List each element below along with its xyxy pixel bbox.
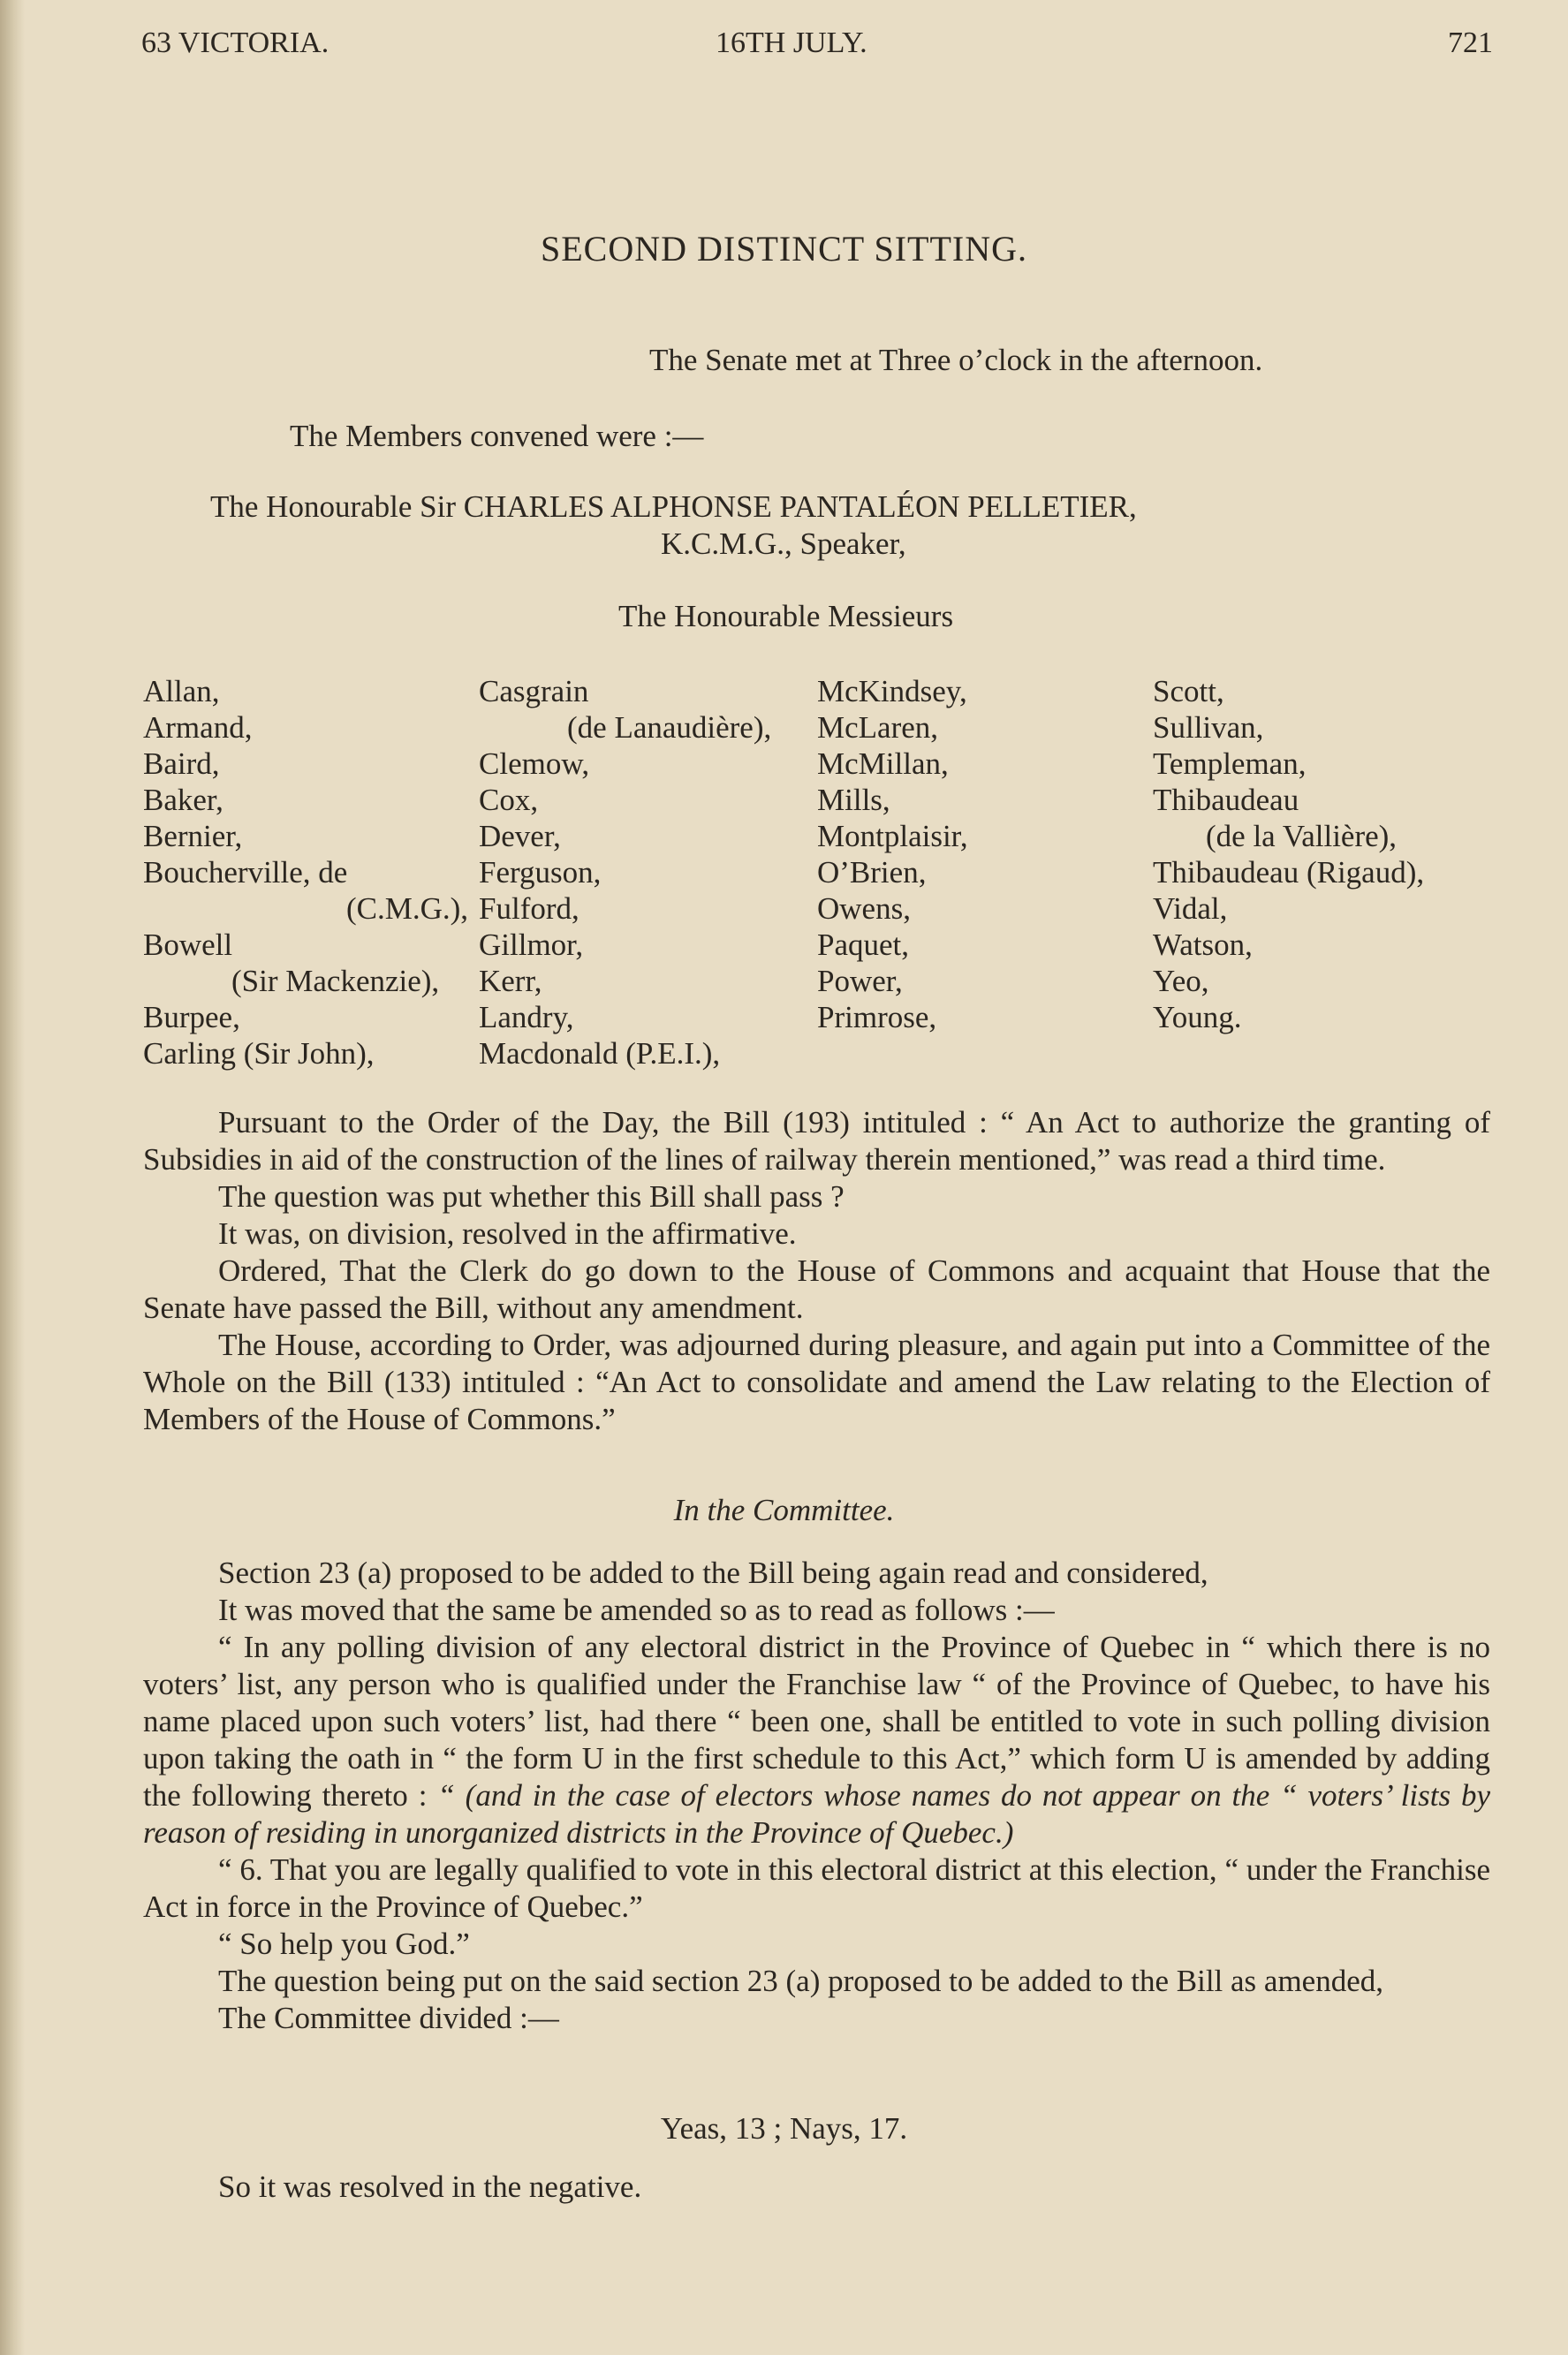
member-name: Macdonald (P.E.I.), <box>479 1036 721 1071</box>
paragraph-section-23: Section 23 (a) proposed to be added to the Bill being again read and considered, <box>218 1556 1208 1590</box>
header-regnal-year: 63 VICTORIA. <box>141 27 330 59</box>
paragraph-committee-divided: The Committee divided :— <box>218 2001 559 2035</box>
vote-result: Yeas, 13 ; Nays, 17. <box>660 2111 908 2146</box>
member-name: Watson, <box>1153 928 1253 962</box>
quoted-amendment-italic: “ (and in the case of electors whose names do not appear on the “ voters’ lists by reason of residing in unorganized districts in the Province of Quebec.) <box>143 1778 1490 1850</box>
member-name: Kerr, <box>479 964 542 998</box>
quoted-amendment <box>143 1629 1490 1851</box>
paragraph-negative: So it was resolved in the negative. <box>218 2169 642 2204</box>
proceedings-text <box>143 1104 1490 1438</box>
member-name: Scott, <box>1153 674 1224 708</box>
member-name: Yeo, <box>1153 964 1209 998</box>
member-name: Armand, <box>143 710 253 745</box>
running-header <box>141 27 1493 71</box>
senate-met-line: The Senate met at Three o’clock in the afternoon. <box>649 343 1263 377</box>
member-name: Cox, <box>479 783 539 817</box>
member-name: Casgrain <box>479 674 589 708</box>
paragraph-committee-of-whole: The House, according to Order, was adjourned during pleasure, and again put into a Committee of the Whole on the Bill (133) intituled : “An Act to consolidate and amend the Law relating to the Election of Members of the House of Commons.” <box>143 1328 1490 1436</box>
paragraph-ordered: Ordered, That the Clerk do go down to the House of Commons and acquaint that House that the Senate have passed the Bill, without any amendment. <box>143 1253 1490 1325</box>
members-column-3 <box>817 673 968 1035</box>
member-name: Sullivan, <box>1153 710 1264 745</box>
member-name: Fulford, <box>479 891 579 926</box>
member-name: Clemow, <box>479 746 590 781</box>
committee-text <box>143 1555 1490 2037</box>
member-name: Vidal, <box>1153 891 1228 926</box>
members-column-2 <box>479 673 771 1071</box>
member-name: Dever, <box>479 819 561 853</box>
member-name: Bernier, <box>143 819 243 853</box>
paragraph-moved: It was moved that the same be amended so as to read as follows :— <box>218 1593 1055 1627</box>
members-column-1 <box>143 673 468 1071</box>
member-name: Templeman, <box>1153 746 1307 781</box>
members-column-4 <box>1153 673 1424 1035</box>
page-number: 721 <box>1448 27 1493 59</box>
member-name: Boucherville, de <box>143 855 348 890</box>
member-name: McKindsey, <box>817 674 967 708</box>
paragraph-third-reading: Pursuant to the Order of the Day, the Bill (193) intituled : “ An Act to authorize the granting of Subsidies in aid of the construction of the lines of railway therein mentioned,” was read a third time. <box>143 1105 1490 1177</box>
member-name: Baker, <box>143 783 223 817</box>
header-date: 16TH JULY. <box>716 27 867 59</box>
member-name: Baird, <box>143 746 220 781</box>
member-name: Young. <box>1153 1000 1242 1034</box>
member-name: Allan, <box>143 674 220 708</box>
page-title: SECOND DISTINCT SITTING. <box>540 229 1028 269</box>
member-name: Carling (Sir John), <box>143 1036 375 1071</box>
paragraph-resolved: It was, on division, resolved in the affirmative. <box>218 1216 797 1251</box>
member-name: Mills, <box>817 783 890 817</box>
member-name: Gillmor, <box>479 928 584 962</box>
member-name: Thibaudeau <box>1153 783 1299 817</box>
member-name: Bowell <box>143 928 233 962</box>
member-name: Owens, <box>817 891 911 926</box>
quoted-so-help-you-god: “ So help you God.” <box>218 1927 470 1961</box>
page-binding <box>0 0 25 2355</box>
member-name: Burpee, <box>143 1000 240 1034</box>
messieurs-heading: The Honourable Messieurs <box>618 599 954 633</box>
members-convened-line: The Members convened were :— <box>290 419 704 453</box>
quoted-oath-clause: “ 6. That you are legally qualified to vote in this electoral district at this election, “ under the Franchise Act in force in the Province of Quebec.” <box>143 1852 1490 1924</box>
paragraph-question-put: The question being put on the said section 23 (a) proposed to be added to the Bill as amended, <box>218 1964 1383 1998</box>
committee-heading: In the Committee. <box>673 1493 895 1527</box>
member-name-cont: (de Lanaudière), <box>567 710 772 745</box>
member-name-cont: (C.M.G.), <box>346 891 469 926</box>
member-name: McLaren, <box>817 710 939 745</box>
member-name: Paquet, <box>817 928 910 962</box>
speaker-title: K.C.M.G., Speaker, <box>661 526 906 561</box>
quoted-amendment-text: “ In any polling division of any electoral district in the Province of Quebec in “ which there is no voters’ list, any person who is qualified under the Franchise law “ of the Province of Quebec, to have his name placed upon such voters’ list, had there “ been one, shall be entitled to vote in such polling division upon taking the oath in “ the form U in the first schedule to this Act,” which form U is amended by adding the following thereto : <box>143 1630 1490 1813</box>
member-name: Thibaudeau (Rigaud), <box>1153 855 1425 890</box>
member-name: Landry, <box>479 1000 574 1034</box>
speaker-name: The Honourable Sir CHARLES ALPHONSE PANTALÉON PELLETIER, <box>210 489 1137 524</box>
member-name: O’Brien, <box>817 855 927 890</box>
member-name: McMillan, <box>817 746 949 781</box>
member-name: Ferguson, <box>479 855 602 890</box>
member-name-cont: (de la Vallière), <box>1206 819 1398 853</box>
member-name: Primrose, <box>817 1000 937 1034</box>
paragraph-question: The question was put whether this Bill shall pass ? <box>218 1179 845 1214</box>
member-name: Power, <box>817 964 903 998</box>
member-name-cont: (Sir Mackenzie), <box>231 964 440 998</box>
member-name: Montplaisir, <box>817 819 968 853</box>
